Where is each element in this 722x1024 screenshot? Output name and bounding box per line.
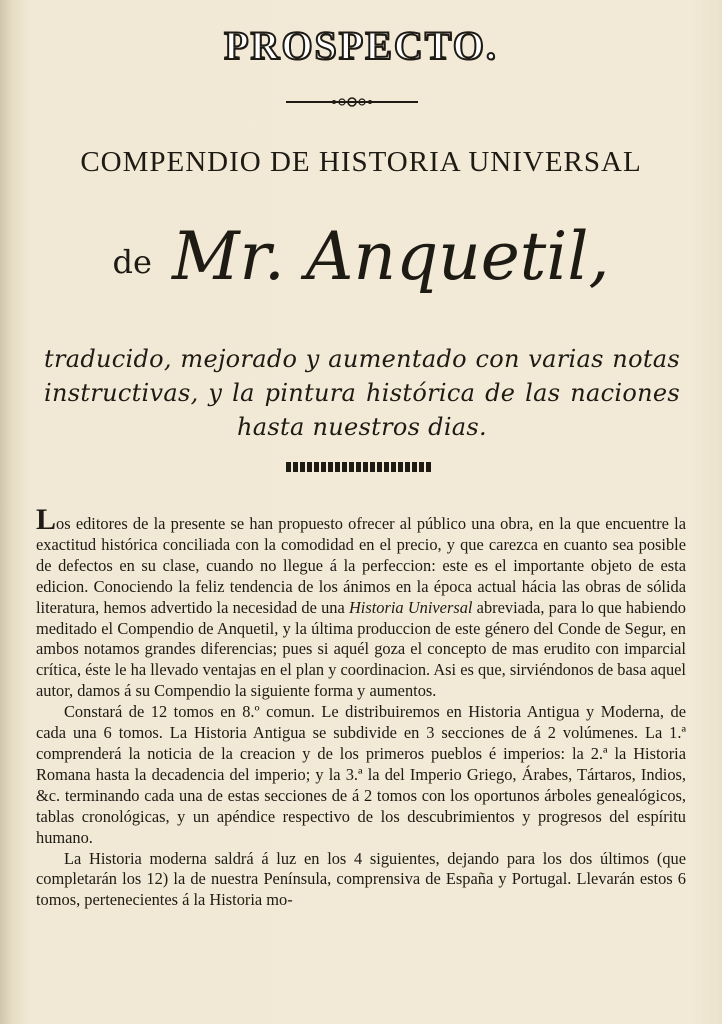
paragraph-2: Constará de 12 tomos en 8.º comun. Le distribuiremos en Historia Antigua y Moderna, de cada una 6 tomos. La Historia Antigua se subdivide en 3 secciones de á 2 volúmenes. La 1.ª comprenderá la noticia de la creacion y de los primeros pueblos é imperios: la 2.ª la Historia Romana hasta la decadencia del imperio; y la 3.ª la del Imperio Griego, Árabes, Tártaros, Indios, &c. terminando cada una de estas secciones de á 2 tomos con los oportunos árboles genealógicos, tablas cronológicas, y un apéndice respectivo de los descubrimientos y progresos del espíritu humano. <box>36 702 686 847</box>
work-title: COMPENDIO DE HISTORIA UNIVERSAL <box>80 146 642 178</box>
page-title: PROSPECTO. <box>224 23 498 68</box>
author-line <box>0 218 722 295</box>
italic-title: Historia Universal <box>348 597 473 617</box>
author-prefix: de <box>112 243 152 281</box>
edition-description: traducido, mejorado y aumentado con varias notas instructivas, y la pintura histórica de las naciones hasta nuestros dias. <box>44 345 680 441</box>
body-text <box>36 503 686 911</box>
paragraph-3: La Historia moderna saldrá á luz en los 4 siguientes, dejando para los dos últimos (que completarán los 12) la de nuestra Península, comprensiva de España y Portugal. Llevarán estos 6 tomos, pertenecientes á la Historia mo- <box>36 848 686 910</box>
title-ornament <box>286 96 418 108</box>
initial-letter: L <box>36 503 57 536</box>
section-divider <box>286 462 432 472</box>
paragraph-1: Los editores de la presente se han propuesto ofrecer al público una obra, en la que encuentre la exactitud histórica conciliada con la comodidad en el precio, y que carezca en cuanto sea posible de defectos en su clase, cuando no llegue á la perfeccion: este es el importante objeto de esta edicion. Conociendo la feliz tendencia de los ánimos en la época actual hácia las obras de sólida literatura, hemos advertido la necesidad de una Historia Universal abreviada, para lo que habiendo meditado el Compendio de Anquetil, y la última produccion de este género del Conde de Segur, en ambos notamos grandes diferencias; pues si aquél goza el concepto de mas erudito con imparcial crítica, éste le ha llevado ventajas en el plan y coordinacion. Asi es que, sirviéndonos de basa aquel autor, damos á su Compendio la siguiente forma y aumentos. <box>36 503 686 701</box>
author-name: Mr. Anquetil, <box>171 218 610 295</box>
